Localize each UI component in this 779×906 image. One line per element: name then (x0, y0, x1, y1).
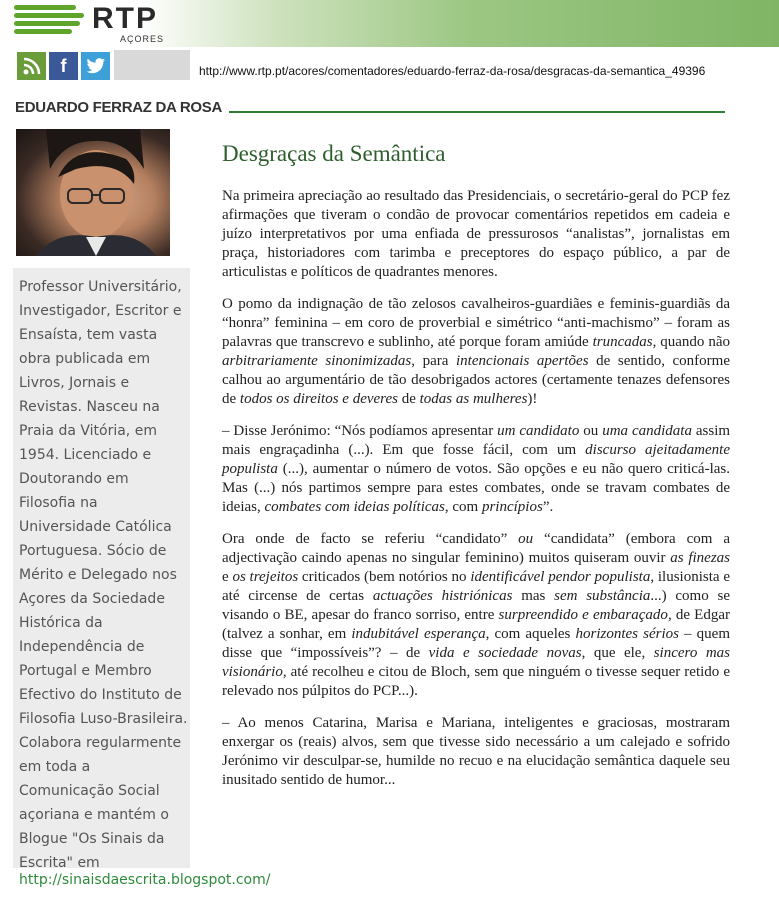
paragraph-text: ”. (542, 499, 554, 515)
emphasis-text: vida e sociedade novas (428, 645, 582, 661)
paragraph-text: Ora onde de facto se referiu “candidato” (222, 531, 519, 547)
emphasis-text: princípios (481, 499, 543, 515)
emphasis-text: truncadas (592, 334, 653, 350)
emphasis-text: todas as mulheres (419, 391, 528, 407)
paragraph-text: , ilusionista e até circense de certas (222, 569, 730, 604)
facebook-letter: f (60, 55, 67, 76)
rtp-logo-sub: AÇORES (120, 34, 165, 44)
emphasis-text: discurso ajeitadamente populista (222, 442, 730, 477)
emphasis-text: indubitável esperança (351, 626, 486, 642)
paragraph-text: de sentido, conforme calhou ao argumentário de tão desobrigados actores (certamente tenazes defensores de (222, 353, 730, 407)
author-bio: Professor Universitário, Investigador, Escritor e Ensaísta, tem vasta obra publicada em Livros, Jornais e Revistas. Nasceu na Praia da Vitória, em 1954. Licenciado e Doutorando em Filosofia na Universidade Católica Portuguesa. Sócio de Mérito e Delegado nos Açores da Sociedade Histórica da Independência de Portugal e Membro Efectivo do Instituto de Filosofia Luso-Brasileira. Colabora regularmente em toda a Comunicação Social açoriana e mantém o Blogue "Os Sinais da Escrita" em (19, 279, 188, 871)
paragraph-text: assim mais engraçadinha (...). Em que fosse fácil, com um (222, 423, 731, 458)
paragraph-text: Na primeira apreciação ao resultado das Presidenciais, o secretário-geral do PCP fez afirmações que tiveram o condão de provocar comentários repetidos em cadeia e juízo interpretativos por uma enfiada de pressurosos “analistas”, jornalistas em praça, historiadores com tarimba e preceptores do espaço público, a par de articulistas e políticos de quadrantes menores. (222, 188, 730, 280)
paragraph-text: , para (411, 353, 456, 369)
emphasis-text: sem substância (554, 588, 651, 604)
author-name: EDUARDO FERRAZ DA ROSA (15, 99, 223, 116)
blog-link[interactable]: http://sinaisdaescrita.blogspot.com/ (19, 872, 271, 888)
emphasis-text: sincero mas visionário (222, 645, 730, 680)
emphasis-text: actuações histriónicas (372, 588, 513, 604)
emphasis-text: ou (518, 531, 534, 547)
paragraph-text: mas (512, 588, 555, 604)
emphasis-text: uma candidata (602, 423, 692, 439)
article-paragraph (222, 530, 730, 701)
paragraph-text: e (222, 569, 233, 585)
paragraph-text: ...) como se visando o BE, apesar do franco sorriso, entre (222, 588, 730, 623)
paragraph-text: )! (527, 391, 538, 407)
rss-icon[interactable] (17, 52, 46, 80)
emphasis-text: um candidato (497, 423, 580, 439)
social-share-bar (17, 52, 110, 80)
paragraph-text: de (397, 391, 420, 407)
emphasis-text: as finezas (670, 550, 730, 566)
title-divider (229, 111, 725, 113)
paragraph-text: , com (444, 499, 482, 515)
emphasis-text: identificável pendor populista (470, 569, 651, 585)
twitter-icon[interactable] (81, 52, 110, 80)
article-paragraph (222, 295, 730, 409)
facebook-icon[interactable] (49, 52, 78, 80)
page-url[interactable]: http://www.rtp.pt/acores/comentadores/eduardo-ferraz-da-rosa/desgracas-da-semantica_49396 (199, 64, 706, 78)
article-title: Desgraças da Semântica (222, 141, 446, 166)
paragraph-text: , que ele, (581, 645, 654, 661)
paragraph-text: O pomo da indignação de tão zelosos cavalheiros-guardiães e feminis-guardiãs da “honra” feminina – em coro de proverbial e simétrico “anti-machismo” – foram as palavras que transcrevo e sublinho, até porque foram amiúde (222, 296, 730, 350)
article-paragraph (222, 422, 730, 517)
article-paragraph (222, 714, 730, 790)
article-body (222, 187, 730, 803)
paragraph-text: , com aqueles (485, 626, 576, 642)
emphasis-text: intencionais apertões (455, 353, 589, 369)
url-bar-background (114, 50, 190, 80)
paragraph-text: – Ao menos Catarina, Marisa e Mariana, inteligentes e graciosas, mostraram enxergar os (reais) alvos, sem que tivesse sido necessário a um calejado e sofrido Jerónimo vir desculpar-se, humilde no recuo e na elucidação semântica daquele seu inusitado sentido de humor... (222, 715, 730, 788)
rtp-logo-text[interactable]: RTP (92, 2, 158, 35)
paragraph-text: , quando não (652, 334, 730, 350)
paragraph-text: (...), aumentar o número de votos. São opções e eu não quero criticá-las. Mas (...) nós partimos sempre para estes combates, onde se travam combates de ideias, (222, 461, 730, 515)
emphasis-text: horizontes sérios (575, 626, 679, 642)
author-photo (16, 129, 170, 256)
paragraph-text: criticados (bem notórios no (298, 569, 471, 585)
emphasis-text: surpreendido e embaraçado (498, 607, 668, 623)
emphasis-text: combates com ideias políticas (264, 499, 445, 515)
paragraph-text: – quem disse que “impossíveis”? – de (222, 626, 730, 661)
rtp-logo-icon[interactable] (14, 5, 84, 39)
paragraph-text: ou (579, 423, 603, 439)
paragraph-text: , de Edgar (talvez a sonhar, em (222, 607, 730, 642)
emphasis-text: os trejeitos (232, 569, 299, 585)
emphasis-text: arbitrariamente sinonimizadas (222, 353, 412, 369)
paragraph-text: – Disse Jerónimo: “Nós podíamos apresentar (222, 423, 498, 439)
paragraph-text: , até recolheu e citou de Bloch, sem que ninguém o tivesse sequer retido e relevado nos púlpitos do PCP...). (222, 664, 730, 699)
emphasis-text: todos os direitos e deveres (239, 391, 398, 407)
header-banner (0, 0, 779, 47)
paragraph-text: “candidata” (embora com a adjectivação caindo apenas no singular feminino) muitos quiseram ouvir (222, 531, 730, 566)
article-paragraph (222, 187, 730, 282)
